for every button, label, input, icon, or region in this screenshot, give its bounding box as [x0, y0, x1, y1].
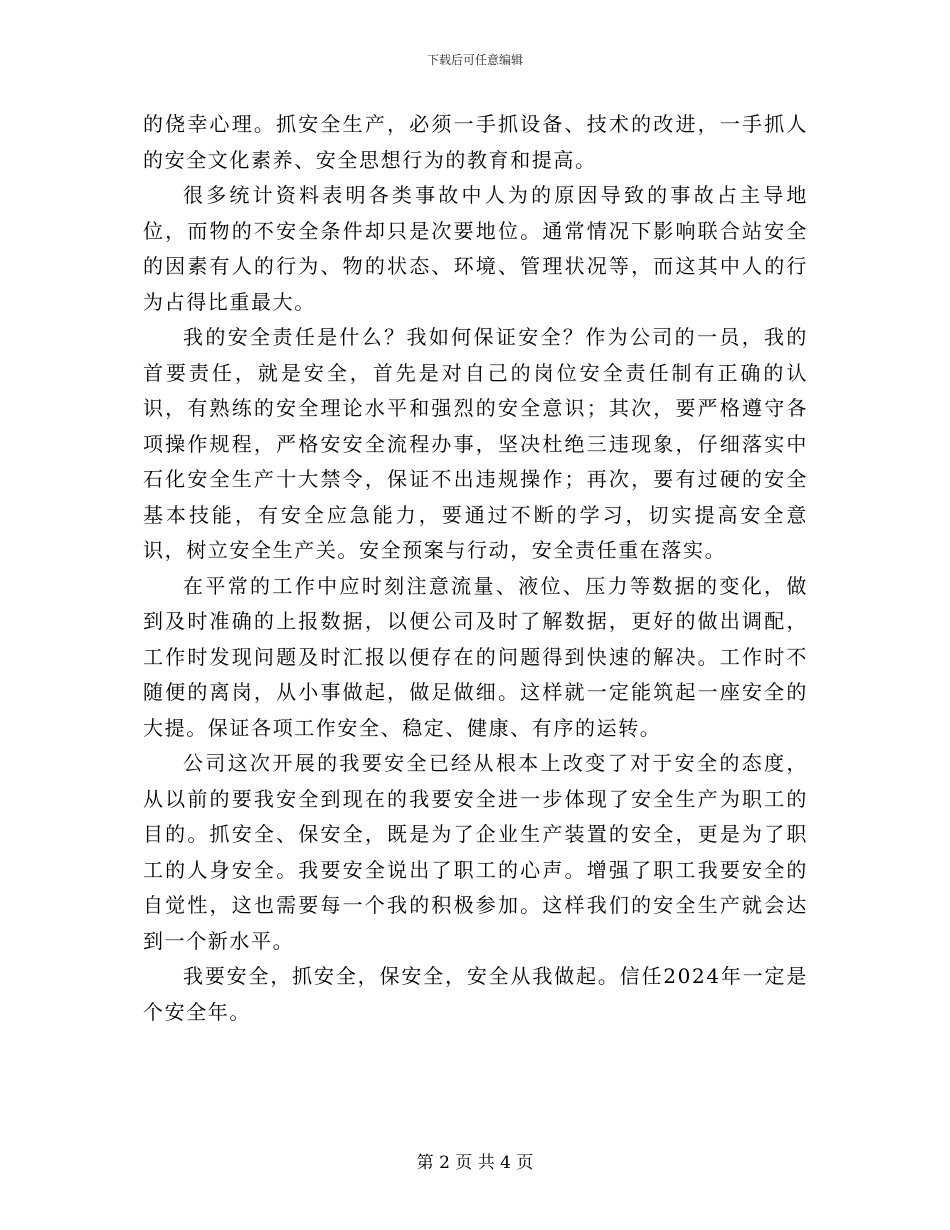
page-number-footer: 第 2 页 共 4 页 [416, 1153, 534, 1173]
paragraph-4: 在平常的工作中应时刻注意流量、液位、压力等数据的变化，做到及时准确的上报数据，以便公司及时了解数据，更好的做出调配，工作时发现问题及时汇报以便存在的问题得到快速的解决。工作时不随便的离岗，从小事做起，做足做细。这样就一定能筑起一座安全的大提。保证各项工作安全、稳定、健康、有序的运转。 [143, 573, 808, 740]
document-body [143, 107, 808, 1030]
paragraph-2: 很多统计资料表明各类事故中人为的原因导致的事故占主导地位，而物的不安全条件却只是次要地位。通常情况下影响联合站安全的因素有人的行为、物的状态、环境、管理状况等，而这其中人的行为占得比重最大。 [143, 183, 808, 314]
paragraph-6: 我要安全，抓安全，保安全，安全从我做起。信任2024年一定是个安全年。 [143, 964, 808, 1024]
page-header-note: 下载后可任意编辑 [426, 53, 523, 67]
paragraph-1: 的侥幸心理。抓安全生产，必须一手抓设备、技术的改进，一手抓人的安全文化素养、安全思想行为的教育和提高。 [143, 112, 808, 172]
paragraph-3: 我的安全责任是什么？我如何保证安全？作为公司的一员，我的首要责任，就是安全，首先是对自己的岗位安全责任制有正确的认识，有熟练的安全理论水平和强烈的安全意识；其次，要严格遵守各项操作规程，严格安安全流程办事，坚决杜绝三违现象，仔细落实中石化安全生产十大禁令，保证不出违规操作；再次，要有过硬的安全基本技能，有安全应急能力，要通过不断的学习，切实提高安全意识，树立安全生产关。安全预案与行动，安全责任重在落实。 [143, 325, 808, 562]
paragraph-5: 公司这次开展的我要安全已经从根本上改变了对于安全的态度，从以前的要我安全到现在的我要安全进一步体现了安全生产为职工的目的。抓安全、保安全，既是为了企业生产装置的安全，更是为了职工的人身安全。我要安全说出了职工的心声。增强了职工我要安全的自觉性，这也需要每一个我的积极参加。这样我们的安全生产就会达到一个新水平。 [143, 751, 808, 953]
